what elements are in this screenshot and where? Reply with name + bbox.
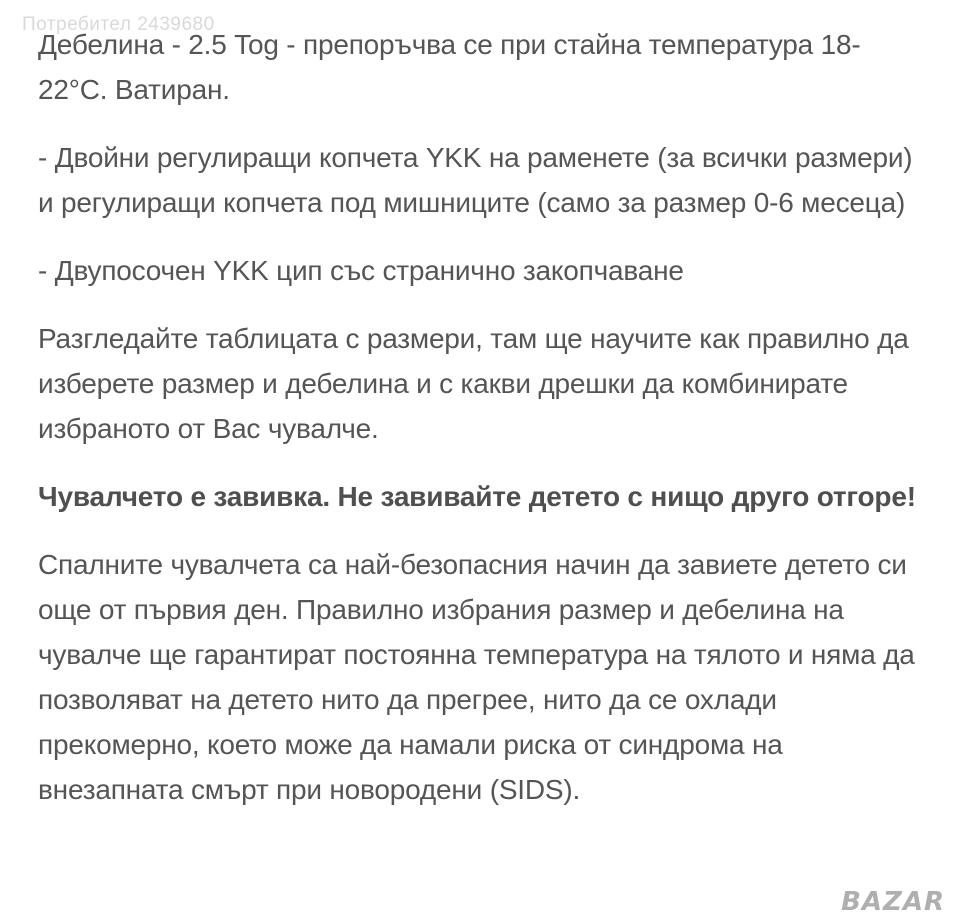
paragraph-zipper: - Двупосочен YKK цип със странично закопчаване — [38, 255, 684, 286]
bazar-logo-watermark: BAZAR — [841, 887, 945, 917]
paragraph-thickness: Дебелина - 2.5 Tog - препоръчва се при стайна температура 18-22°C. Ватиран. — [38, 29, 861, 105]
paragraph-warning: Чувалчето е завивка. Не завивайте детето с нищо друго отгоре! — [38, 481, 916, 512]
product-description — [38, 22, 928, 835]
user-watermark: Потребител 2439680 — [22, 14, 215, 35]
paragraph-safety: Спалните чувалчета са най-безопасния начин да завиете детето си още от първия ден. Правилно избрания размер и дебелина на чувалче ще гарантират постоянна температура на тялото и няма да позволяват на детето нито да прегрее, нито да се охлади прекомерно, което може да намали риска от синдрома на внезапната смърт при новородени (SIDS). — [38, 549, 915, 805]
paragraph-size-table: Разгледайте таблицата с размери, там ще научите как правилно да изберете размер и дебелина и с какви дрешки да комбинирате избраното от Вас чувалче. — [38, 323, 909, 444]
paragraph-snaps: - Двойни регулиращи копчета YKK на раменете (за всички размери) и регулиращи копчета под мишниците (само за размер 0-6 месеца) — [38, 142, 913, 218]
